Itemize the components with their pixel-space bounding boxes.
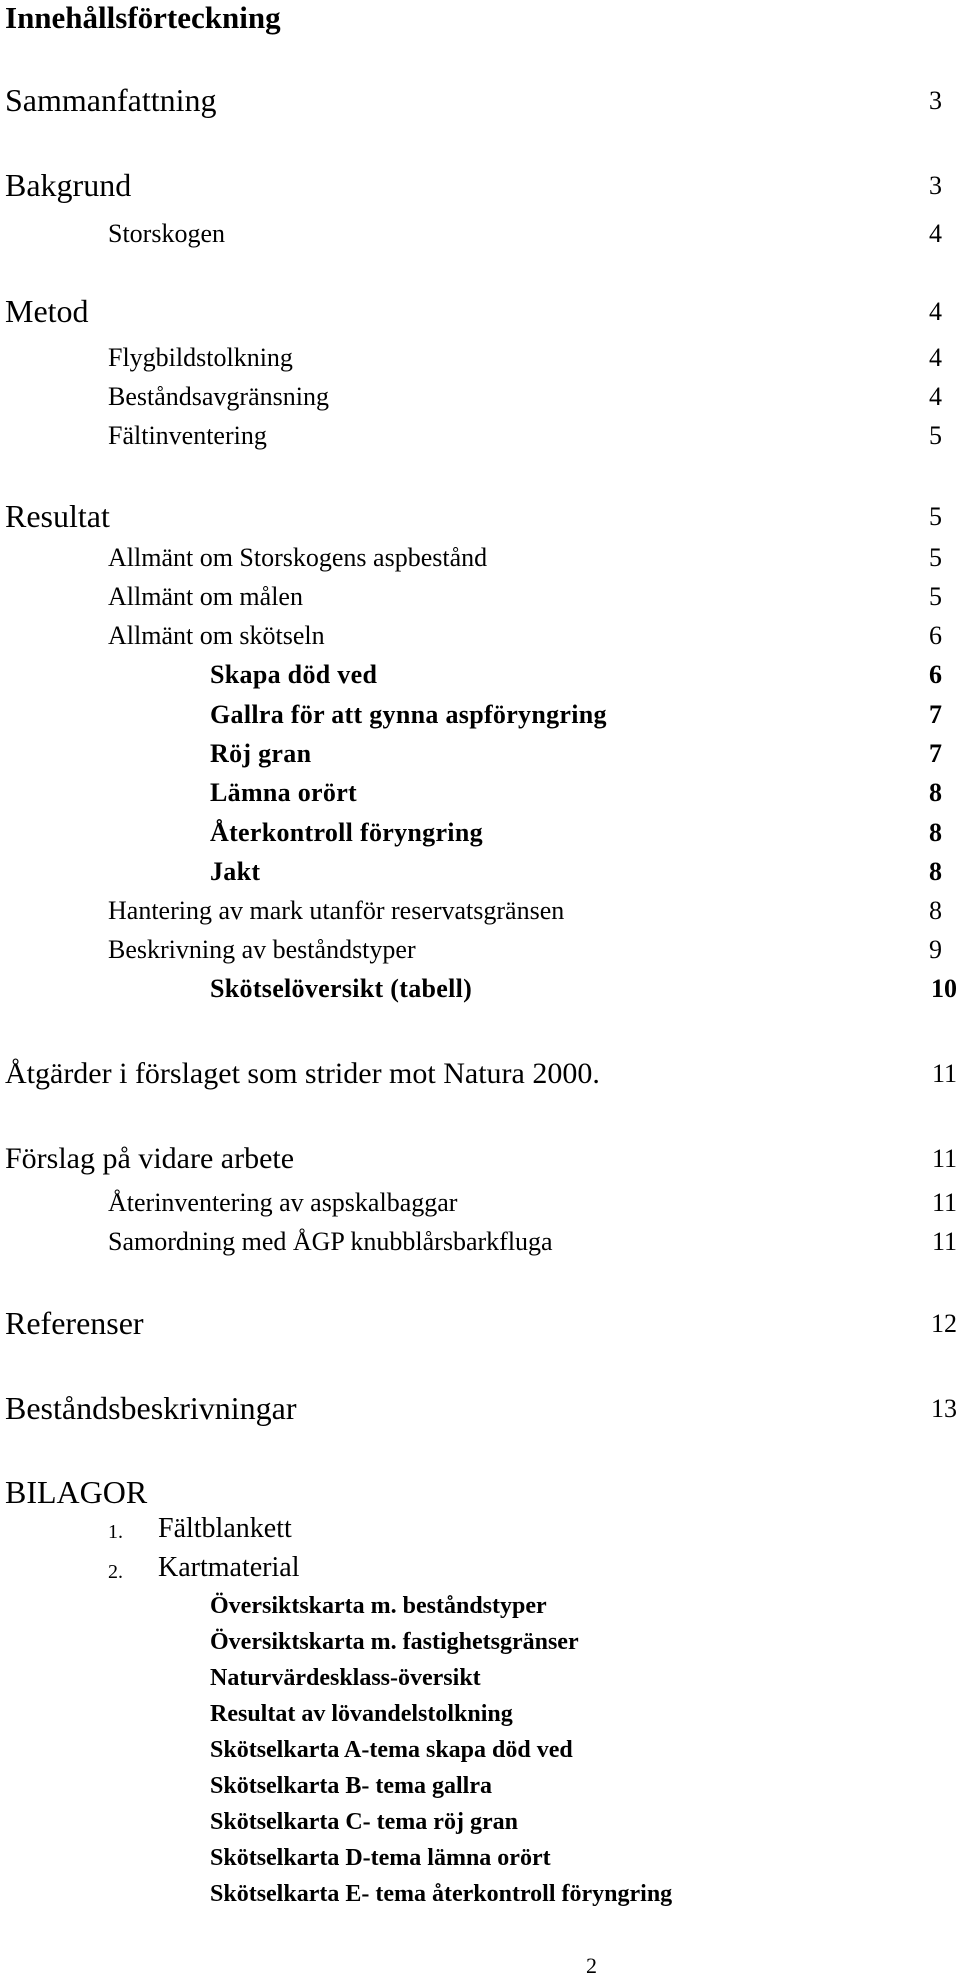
toc-entry-jakt[interactable] <box>0 849 942 885</box>
toc-entry-page: 6 <box>929 660 942 689</box>
toc-entry-page: 3 <box>929 86 942 115</box>
toc-entry-label: Åtgärder i förslaget som strider mot Natura 2000. <box>5 1057 600 1090</box>
page-number: 2 <box>586 1953 597 1978</box>
kartmaterial-item[interactable]: Översiktskarta m. fastighetsgränser <box>210 1629 579 1655</box>
toc-entry-metod[interactable] <box>0 291 942 327</box>
toc-entry-page: 4 <box>929 382 942 411</box>
toc-entry-label: Allmänt om målen <box>108 582 303 611</box>
toc-entry-label: Fältinventering <box>108 421 267 450</box>
toc-entry-page: 5 <box>929 582 942 611</box>
toc-entry-atgarder[interactable] <box>0 1053 957 1089</box>
toc-entry-label: Resultat <box>5 498 110 534</box>
kartmaterial-item[interactable]: Skötselkarta C- tema röj gran <box>210 1809 518 1835</box>
toc-entry-page: 5 <box>929 421 942 450</box>
toc-entry-gallra[interactable] <box>0 692 942 728</box>
toc-entry-page: 5 <box>929 502 942 531</box>
toc-entry-aterinventering[interactable] <box>0 1180 957 1216</box>
toc-entry-page: 12 <box>931 1309 957 1338</box>
toc-entry-label: Flygbildstolkning <box>108 343 293 372</box>
toc-entry-label: Återinventering av aspskalbaggar <box>108 1188 458 1217</box>
toc-entry-page: 9 <box>929 935 942 964</box>
toc-entry-page: 11 <box>931 1144 957 1173</box>
toc-entry-page: 6 <box>929 621 942 650</box>
toc-entry-page: 10 <box>931 974 957 1003</box>
toc-entry-skotseloversikt[interactable] <box>0 966 957 1002</box>
toc-entry-allmant-aspbestand[interactable] <box>0 535 942 571</box>
toc-entry-aterkontroll[interactable] <box>0 810 942 846</box>
bilagor-heading-label: BILAGOR <box>5 1474 148 1510</box>
toc-entry-page: 11 <box>931 1188 957 1217</box>
toc-entry-sammanfattning[interactable] <box>0 80 942 116</box>
bilagor-item-label: Kartmaterial <box>158 1552 300 1583</box>
kartmaterial-item[interactable]: Skötselkarta D-tema lämna orört <box>210 1845 551 1871</box>
toc-entry-label: Allmänt om skötseln <box>108 621 325 650</box>
toc-entry-allmant-malen[interactable] <box>0 574 942 610</box>
toc-entry-label: Beståndsbeskrivningar <box>5 1390 297 1426</box>
toc-entry-page: 5 <box>929 543 942 572</box>
toc-entry-samordning[interactable] <box>0 1219 957 1255</box>
toc-entry-lamna-orort[interactable] <box>0 770 942 806</box>
toc-entry-label: Förslag på vidare arbete <box>5 1142 295 1175</box>
toc-entry-bestandsbeskrivningar[interactable] <box>0 1388 957 1424</box>
toc-entry-label: Gallra för att gynna aspföryngring <box>210 700 607 729</box>
bilagor-item-number: 1. <box>108 1521 123 1543</box>
toc-entry-label: Beståndsavgränsning <box>108 382 329 411</box>
toc-entry-label: Beskrivning av beståndstyper <box>108 935 416 964</box>
toc-entry-resultat[interactable] <box>0 496 942 532</box>
toc-entry-page: 8 <box>929 857 942 886</box>
toc-entry-skapa-dod-ved[interactable] <box>0 652 942 688</box>
kartmaterial-item[interactable]: Resultat av lövandelstolkning <box>210 1701 513 1727</box>
toc-entry-forslag[interactable] <box>0 1138 957 1174</box>
toc-entry-label: Bakgrund <box>5 167 132 203</box>
toc-entry-page: 3 <box>929 171 942 200</box>
toc-entry-label: Jakt <box>210 857 261 886</box>
toc-entry-label: Skapa död ved <box>210 660 378 689</box>
toc-entry-page: 11 <box>931 1059 957 1088</box>
toc-entry-storskogen[interactable] <box>0 211 942 247</box>
bilagor-item-label: Fältblankett <box>158 1513 292 1544</box>
toc-entry-page: 11 <box>931 1227 957 1256</box>
toc-entry-page: 8 <box>929 818 942 847</box>
toc-entry-page: 13 <box>931 1394 957 1423</box>
toc-entry-label: Metod <box>5 293 89 329</box>
toc-entry-faltinventering[interactable] <box>0 413 942 449</box>
toc-entry-page: 8 <box>929 778 942 807</box>
bilagor-item-number: 2. <box>108 1561 123 1583</box>
kartmaterial-item[interactable]: Skötselkarta E- tema återkontroll föryngring <box>210 1881 673 1907</box>
toc-entry-label: Storskogen <box>108 219 225 248</box>
toc-entry-label: Återkontroll föryngring <box>210 818 483 847</box>
kartmaterial-item[interactable]: Skötselkarta A-tema skapa död ved <box>210 1737 573 1763</box>
toc-entry-label: Röj gran <box>210 739 312 768</box>
toc-entry-page: 4 <box>929 297 942 326</box>
toc-entry-label: Lämna orört <box>210 778 357 807</box>
toc-entry-page: 4 <box>929 219 942 248</box>
toc-entry-beskrivning[interactable] <box>0 927 942 963</box>
toc-entry-label: Hantering av mark utanför reservatsgränsen <box>108 896 565 925</box>
toc-entry-label: Referenser <box>5 1305 144 1341</box>
toc-title: Innehållsförteckning <box>5 0 281 35</box>
kartmaterial-item[interactable]: Översiktskarta m. beståndstyper <box>210 1593 547 1619</box>
toc-entry-bestandsavgransning[interactable] <box>0 374 942 410</box>
toc-entry-roj-gran[interactable] <box>0 731 942 767</box>
toc-entry-label: Allmänt om Storskogens aspbestånd <box>108 543 488 572</box>
toc-entry-page: 7 <box>929 739 942 768</box>
toc-entry-label: Sammanfattning <box>5 82 217 118</box>
kartmaterial-item[interactable]: Skötselkarta B- tema gallra <box>210 1773 492 1799</box>
toc-entry-hantering[interactable] <box>0 888 942 924</box>
toc-entry-label: Samordning med ÅGP knubblårsbarkfluga <box>108 1227 553 1256</box>
toc-entry-bakgrund[interactable] <box>0 165 942 201</box>
toc-entry-page: 4 <box>929 343 942 372</box>
toc-entry-referenser[interactable] <box>0 1303 957 1339</box>
toc-entry-page: 7 <box>929 700 942 729</box>
bilagor-heading <box>0 1472 957 1508</box>
toc-entry-flygbildstolkning[interactable] <box>0 335 942 371</box>
toc-entry-page: 8 <box>929 896 942 925</box>
kartmaterial-item[interactable]: Naturvärdesklass-översikt <box>210 1665 481 1691</box>
toc-entry-allmant-skotseln[interactable] <box>0 613 942 649</box>
toc-entry-label: Skötselöversikt (tabell) <box>210 974 473 1003</box>
